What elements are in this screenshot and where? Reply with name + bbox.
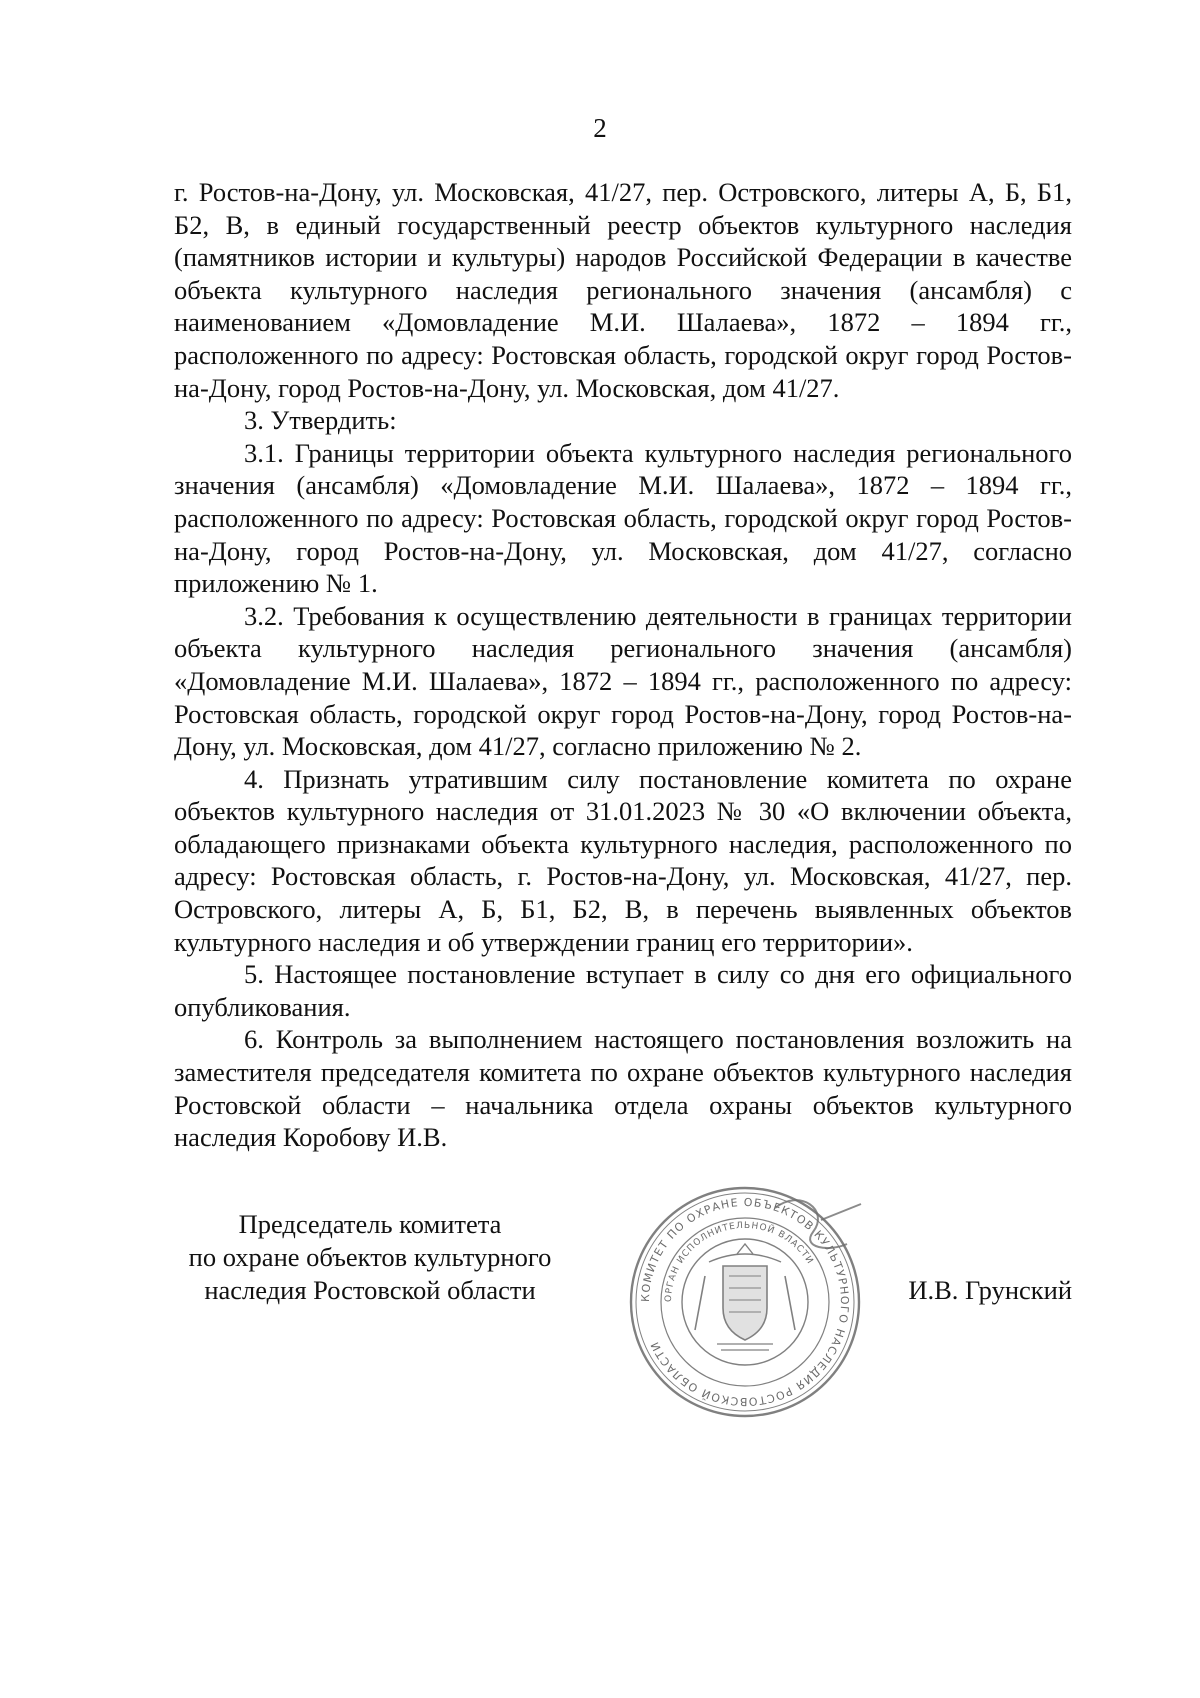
paragraph-continuation: г. Ростов-на-Дону, ул. Московская, 41/27, пер. Островского, литеры А, Б, Б1, Б2, В, в единый государственный реестр объектов культурного наследия (памятников истории и культуры) народов Российской Федерации в качестве объекта культурного наследия регионального значения (ансамбля) с наименованием «Домовладение М.И. Шалаева», 1872 – 1894 гг., расположенного по адресу: Ростовская область, городской округ город Ростов-на-Дону, город Ростов-на-Дону, ул. Московская, дом 41/27. [174,177,1072,403]
signatory-name: И.В. Грунский [908,1275,1072,1305]
seal-graphic [625,1180,865,1425]
seal-outer-text: КОМИТЕТ ПО ОХРАНЕ ОБЪЕКТОВ КУЛЬТУРНОГО НАСЛЕДИЯ РОСТОВСКОЙ ОБЛАСТИ [638,1195,852,1409]
page-number: 2 [593,113,607,143]
signatory-position-line: Председатель комитета [238,1209,502,1239]
signatory-position-line: наследия Ростовской области [204,1275,536,1305]
paragraph-item-3-2: 3.2. Требования к осуществлению деятельности в границах территории объекта культурного наследия регионального значения (ансамбля) «Домовладение М.И. Шалаева», 1872 – 1894 гг., расположенного по адресу: Ростовская область, городской округ город Ростов-на-Дону, город Ростов-на-Дону, ул. Московская, дом 41/27, согласно приложению № 2. [174,600,1072,762]
signatory-position-line: по охране объектов культурного [188,1242,552,1272]
paragraph-item-3-1: 3.1. Границы территории объекта культурного наследия регионального значения (ансамбля) «Домовладение М.И. Шалаева», 1872 – 1894 гг., расположенного по адресу: Ростовская область, городской округ город Ростов-на-Дону, город Ростов-на-Дону, ул. Московская, дом 41/27, согласно приложению № 1. [174,437,1072,599]
paragraph-item-6: 6. Контроль за выполнением настоящего постановления возложить на заместителя председателя комитета по охране объектов культурного наследия Ростовской области – начальника отдела охраны объектов культурного наследия Коробову И.В. [174,1024,1072,1153]
paragraph-item-3: 3. Утвердить: [244,405,397,436]
signatory-position [150,1208,590,1307]
document-body [174,176,1072,1154]
paragraph-item-5: 5. Настоящее постановление вступает в силу со дня его официального опубликования. [174,959,1072,1022]
paragraph-item-4: 4. Признать утратившим силу постановление комитета по охране объектов культурного наследия от 31.01.2023 № 30 «О включении объекта, обладающего признаками объекта культурного наследия, расположенного по адресу: Ростовская область, г. Ростов-на-Дону, ул. Московская, 41/27, пер. Островского, литеры А, Б, Б1, Б2, В, в перечень выявленных объектов культурного наследия и об утверждении границ его территории». [174,763,1072,957]
official-seal-stamp [625,1180,865,1425]
seal-inner-text: ОРГАН ИСПОЛНИТЕЛЬНОЙ ВЛАСТИ [663,1220,816,1303]
